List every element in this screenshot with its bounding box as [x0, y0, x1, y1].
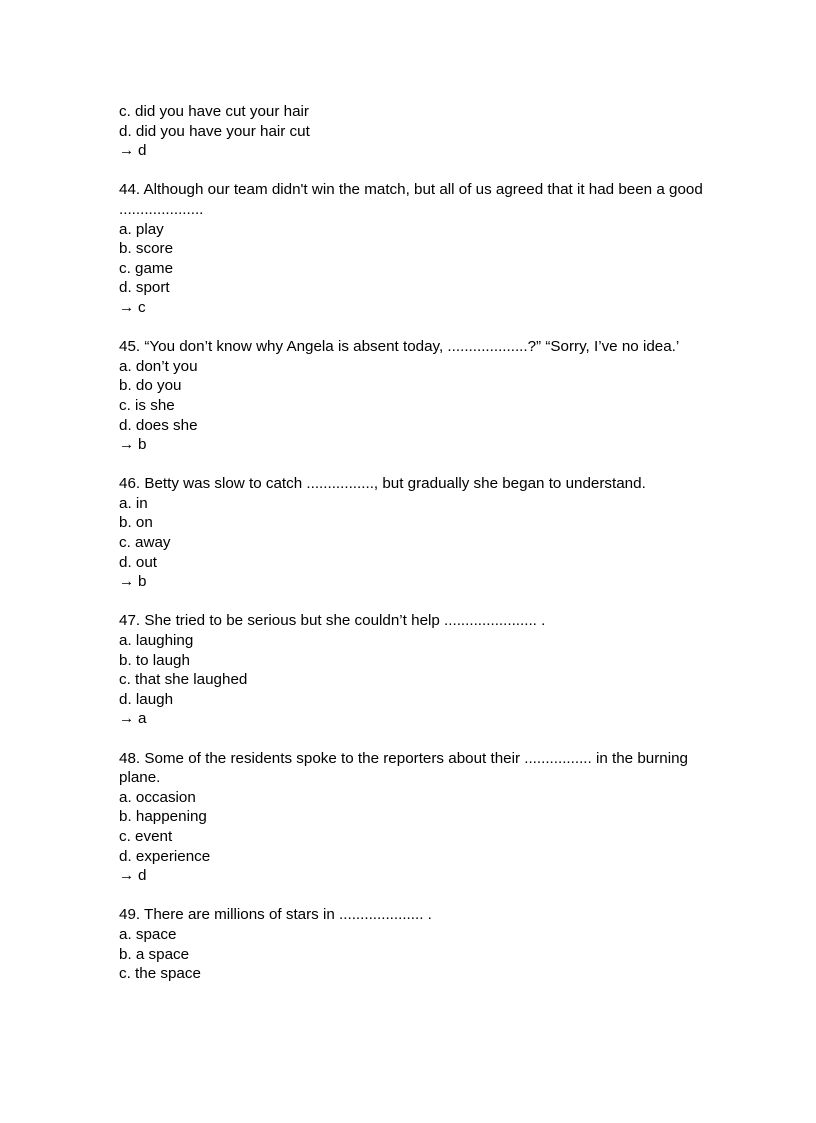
answer-line — [119, 298, 719, 318]
answer-line — [119, 866, 719, 886]
option: d. does she — [119, 416, 198, 434]
option: b. do you — [119, 377, 182, 395]
option: d. experience — [119, 847, 211, 865]
answer-letter: b — [138, 573, 147, 591]
answer-line — [119, 572, 719, 592]
option: a. in — [119, 494, 148, 512]
answer-line — [119, 709, 719, 729]
option: c. that she laughed — [119, 671, 248, 689]
option: b. a space — [119, 945, 190, 963]
option: b. on — [119, 514, 153, 532]
answer-line — [119, 141, 719, 161]
option: a. play — [119, 220, 164, 238]
option: d. sport — [119, 279, 170, 297]
question-text: 44. Although our team didn't win the match, but all of us agreed that it had been a good .................... — [119, 181, 703, 218]
question-text: 48. Some of the residents spoke to the reporters about their ................ in the burning plane. — [119, 749, 689, 787]
question-text: 49. There are millions of stars in .................... . — [119, 906, 432, 924]
option: c. did you have cut your hair — [119, 103, 309, 120]
question-44 — [119, 180, 719, 317]
question-46 — [119, 474, 719, 592]
answer-letter: d — [138, 142, 147, 160]
option: b. to laugh — [119, 651, 190, 669]
arrow-icon: → — [119, 436, 135, 454]
option: c. event — [119, 827, 173, 845]
question-48 — [119, 749, 719, 886]
arrow-icon: → — [119, 573, 135, 591]
question-text: 46. Betty was slow to catch ................, but gradually she began to understand. — [119, 475, 646, 493]
option: d. laugh — [119, 690, 174, 708]
option: d. did you have your hair cut — [119, 122, 310, 140]
question-49 — [119, 905, 719, 983]
arrow-icon: → — [119, 142, 135, 160]
option: a. laughing — [119, 632, 194, 650]
question-47 — [119, 611, 719, 729]
arrow-icon: → — [119, 710, 135, 728]
option: a. space — [119, 925, 177, 943]
arrow-icon: → — [119, 298, 135, 316]
answer-letter: d — [138, 867, 147, 885]
question-45 — [119, 337, 719, 455]
document-page — [119, 102, 719, 984]
question-text: 45. “You don’t know why Angela is absent today, ...................?” “Sorry, I’ve no idea.’ — [119, 338, 680, 356]
option: b. score — [119, 240, 174, 258]
answer-letter: a — [138, 710, 147, 728]
option: c. away — [119, 534, 171, 552]
option: c. the space — [119, 965, 201, 983]
answer-letter: b — [138, 436, 147, 454]
arrow-icon: → — [119, 867, 135, 885]
option: a. don’t you — [119, 357, 198, 375]
option: c. is she — [119, 396, 175, 414]
answer-letter: c — [138, 298, 146, 316]
intro-block — [119, 102, 719, 161]
option: a. occasion — [119, 788, 196, 806]
option: c. game — [119, 259, 174, 277]
option: b. happening — [119, 808, 207, 826]
question-text: 47. She tried to be serious but she couldn’t help ...................... . — [119, 612, 546, 630]
option: d. out — [119, 553, 157, 571]
answer-line — [119, 435, 719, 455]
